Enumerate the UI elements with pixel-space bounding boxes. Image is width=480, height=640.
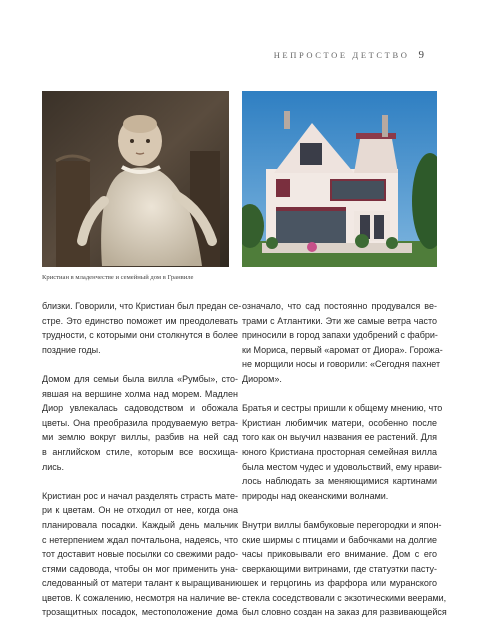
photo-caption: Кристиан в младенчестве и семейный дом в Гранвиле — [42, 274, 194, 281]
text-line: стекла соседствовали с экзотическими веерами, — [242, 592, 447, 603]
text-line: не морщили носы и говорили: «Сегодня пахнет — [242, 359, 441, 370]
text-line: природы над океанскими волнами. — [242, 490, 389, 501]
text-line: ки Мориса, первый «аромат от Диора». Горожа- — [242, 344, 443, 355]
page-number: 9 — [418, 49, 424, 61]
text-line: Внутри виллы бамбуковые перегородки и япон- — [242, 519, 442, 530]
paragraph-gap — [242, 387, 437, 402]
text-line: приносили в город запахи удобрений с фабри- — [242, 330, 438, 341]
text-line: трудности, с которыми они столкнутся в более — [42, 330, 238, 341]
text-line: Братья и сестры пришли к общему мнению, что — [242, 403, 443, 414]
text-line: близки. Говорили, что Кристиан был предан се- — [42, 301, 242, 311]
text-line: лось наблюдать за меняющимися картинами — [242, 476, 437, 487]
villa-photo — [242, 91, 437, 267]
text-line: с нетерпением ждал почтальона, надеясь, что — [42, 534, 238, 545]
text-line: стями садовода, чтобы он мог применить уна- — [42, 563, 238, 574]
text-line: цветов. К сожалению, несмотря на наличие ве- — [42, 592, 241, 603]
text-line: планировала посадки. Каждый день мальчик — [42, 519, 238, 530]
text-line: был словно создан на заказ для развивающейся — [242, 607, 447, 618]
text-line: ми землю вокруг виллы, разбив на ней сад — [42, 432, 238, 443]
text-line: Кристиан рос и начал разделять страсть мате- — [42, 490, 238, 501]
running-head-title: НЕПРОСТОЕ ДЕТСТВО — [273, 50, 410, 60]
paragraph-gap — [42, 357, 238, 372]
text-line: означало, что сад постоянно продувался ве- — [242, 301, 437, 311]
text-column-right — [242, 299, 447, 620]
text-line: шек и герцогинь из фарфора или муранского — [242, 578, 437, 589]
text-line: того как он выучил названия ее растений. Для — [242, 432, 437, 443]
running-head — [274, 49, 424, 61]
text-line: стре. Это единство поможет им преодолевать — [42, 315, 238, 326]
paragraph-gap — [42, 474, 238, 489]
text-line: Диор увлекалась садоводством и обожала — [42, 403, 238, 414]
text-line: была местом чудес и удовольствий, ему нрави- — [242, 461, 442, 472]
text-column-left — [42, 299, 242, 620]
text-line: трозащитных посадок, местоположение дома — [42, 607, 238, 618]
text-line: в английском стиле, которым все восхища- — [42, 446, 238, 457]
text-line: часы приковывали его внимание. Дом с его — [242, 549, 437, 560]
text-line: явшая на вершине холма над морем. Мадлен — [42, 388, 238, 399]
text-line: следованный от матери талант к выращиванию — [42, 578, 242, 589]
text-line: Диором». — [242, 373, 282, 384]
text-line: ские ширмы с птицами и бабочками на долгие — [242, 534, 437, 545]
text-line: поздние годы. — [42, 344, 101, 355]
text-line: лись. — [42, 461, 64, 472]
text-line: юного Кристиана просторная семейная вилла — [242, 446, 437, 457]
paragraph-gap — [242, 503, 437, 518]
text-line: Кристиан любимчик матери, особенно после — [242, 417, 437, 428]
text-line: цветы. Она преобразила продуваемую ветра- — [42, 417, 238, 428]
text-line: трами с Атлантики. Эти же самые ветра часто — [242, 315, 437, 326]
text-line: ри к цветам. Он не отходил от нее, когда она — [42, 505, 238, 516]
text-line: Домом для семьи была вилла «Румбы», сто- — [42, 373, 238, 384]
text-line: тот доставит новые посылки со свежими радо- — [42, 549, 239, 560]
baby-photo — [42, 91, 229, 267]
text-line: сверкающими витринами, где статуэтки пасту- — [242, 563, 438, 574]
